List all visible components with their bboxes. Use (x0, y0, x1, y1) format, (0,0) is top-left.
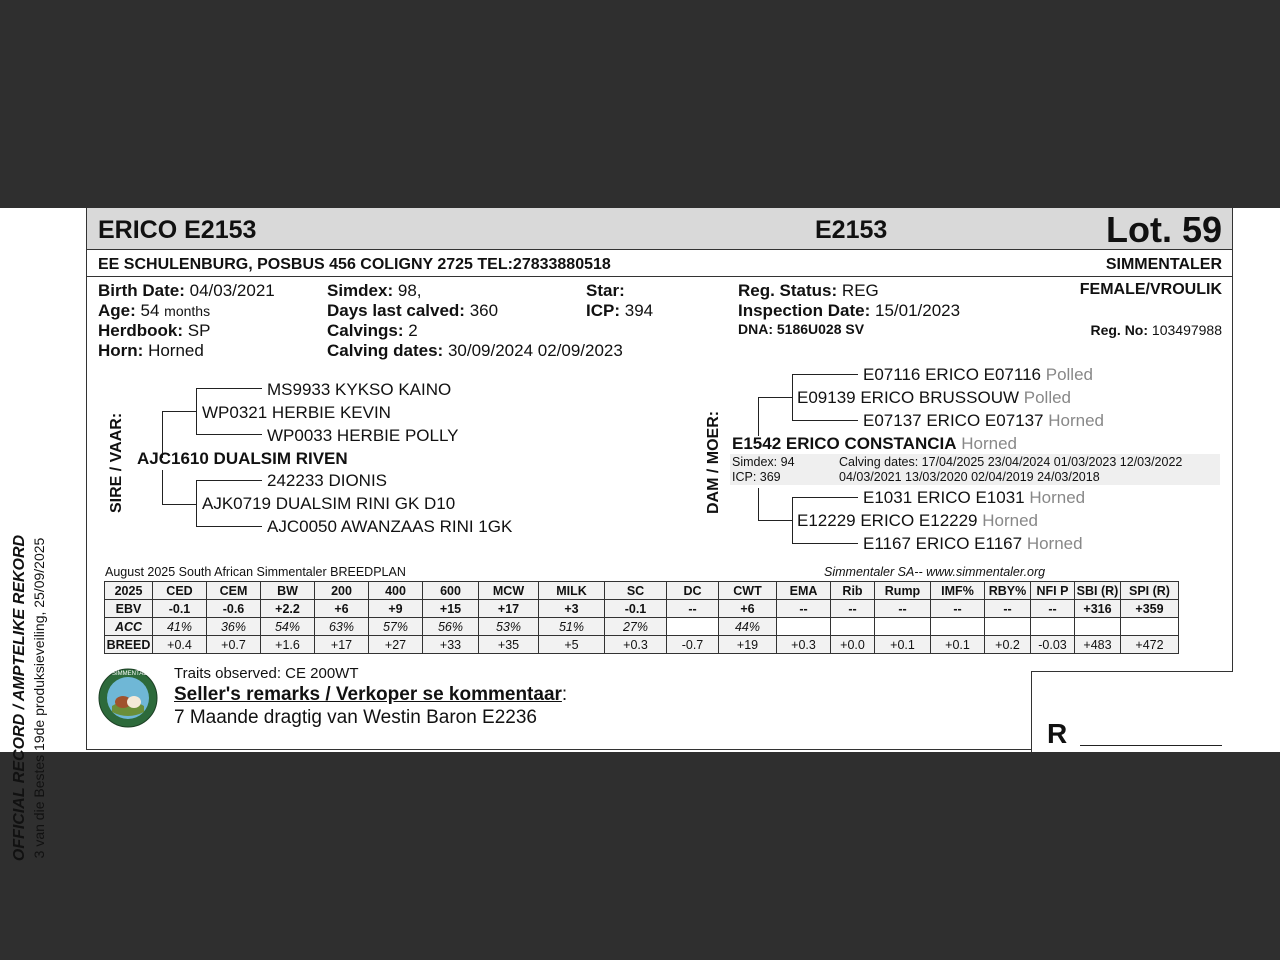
acc-cell: 41% (153, 618, 207, 636)
ebv-header-cell: BW (261, 582, 315, 600)
tree-line (196, 434, 262, 435)
ebv-cell: +6 (315, 600, 369, 618)
ebv-header-cell: NFI P (1031, 582, 1075, 600)
ebv-row (105, 600, 1179, 618)
acc-cell (985, 618, 1031, 636)
ebv-cell: -- (1031, 600, 1075, 618)
breed-cell: +35 (479, 636, 539, 654)
reg-number: Reg. No: 103497988 (1090, 322, 1222, 338)
breed-cell: +0.1 (875, 636, 931, 654)
ebv-cell: -- (875, 600, 931, 618)
days-last-calved: Days last calved: 360 (327, 301, 499, 320)
ebv-header-label: 2025 (105, 582, 153, 600)
owner-divider (86, 276, 1233, 277)
dam-calving-dates-2: 04/03/2021 13/03/2020 02/04/2019 24/03/2018 (839, 470, 1100, 484)
acc-cell: 57% (369, 618, 423, 636)
reg-status: Reg. Status: REG (738, 281, 879, 300)
acc-cell: 44% (719, 618, 777, 636)
sire-dam: AJK0719 DUALSIM RINI GK D10 (202, 494, 456, 513)
sire-sire-sire: MS9933 KYKSO KAINO (267, 380, 452, 399)
acc-cell (1121, 618, 1179, 636)
ebv-header-cell: SPI (R) (1121, 582, 1179, 600)
ebv-header-cell: CEM (207, 582, 261, 600)
dam-dam-dam: E1167 ERICO E1167 Horned (863, 534, 1083, 553)
inspection-date: Inspection Date: 15/01/2023 (738, 301, 961, 320)
acc-cell (875, 618, 931, 636)
sale-name: 3 van die Bestes 19de produksieveiling, 25/09/2025 (31, 537, 47, 859)
dam-sire: E09139 ERICO BRUSSOUW Polled (797, 388, 1072, 407)
simdex: Simdex: 98, (327, 281, 422, 300)
seller-remarks: 7 Maande dragtig van Westin Baron E2236 (174, 707, 537, 728)
ebv-header-cell: DC (667, 582, 719, 600)
owner-address: EE SCHULENBURG, POSBUS 456 COLIGNY 2725 TEL:27833880518 (98, 256, 611, 273)
star-label: Star: (586, 281, 625, 300)
ebv-header-cell: CWT (719, 582, 777, 600)
ebv-header-cell: MCW (479, 582, 539, 600)
ebv-table (104, 581, 1179, 654)
tree-line (792, 497, 858, 498)
breed-cell: +19 (719, 636, 777, 654)
sire-name: AJC1610 DUALSIM RIVEN (137, 449, 348, 468)
dam-dam: E12229 ERICO E12229 Horned (797, 511, 1039, 530)
breed-cell: +27 (369, 636, 423, 654)
breed-cell: +0.2 (985, 636, 1031, 654)
ebv-cell: -- (931, 600, 985, 618)
tree-line (792, 543, 858, 544)
price-line[interactable] (1080, 745, 1222, 746)
ebv-cell: -0.1 (605, 600, 667, 618)
official-record-title: OFFICIAL RECORD / AMPTELIKE REKORD (11, 534, 28, 862)
dam-simdex: Simdex: 94 (732, 455, 795, 469)
acc-row (105, 618, 1179, 636)
ebv-header-cell: 200 (315, 582, 369, 600)
dam-dam-sire: E1031 ERICO E1031 Horned (863, 488, 1086, 507)
lot-card (0, 208, 1280, 862)
sire-sire-dam: WP0033 HERBIE POLLY (267, 426, 459, 445)
sire-sire: WP0321 HERBIE KEVIN (202, 403, 391, 422)
price-label: R (1047, 718, 1068, 749)
breed-cell: +1.6 (261, 636, 315, 654)
dna: DNA: 5186U028 SV (738, 321, 865, 337)
herdbook: Herdbook: SP (98, 321, 211, 340)
ebv-cell: +15 (423, 600, 479, 618)
sire-dam-dam: AJC0050 AWANZAAS RINI 1GK (267, 517, 513, 536)
ebv-header-cell: 400 (369, 582, 423, 600)
acc-label: ACC (105, 618, 153, 636)
dam-calving-dates: Calving dates: 17/04/2025 23/04/2024 01/03/2023 12/03/2022 (839, 455, 1183, 469)
sire-dam-sire: 242233 DIONIS (267, 471, 388, 490)
breed-label: BREED (105, 636, 153, 654)
ebv-header-cell: SC (605, 582, 667, 600)
icp: ICP: 394 (586, 301, 654, 320)
breed-name: SIMMENTALER (1105, 256, 1222, 273)
simmentaler-logo (98, 668, 158, 728)
ebv-cell: +316 (1075, 600, 1121, 618)
animal-name: ERICO E2153 (98, 216, 257, 244)
breed-row (105, 636, 1179, 654)
ebv-header-cell: SBI (R) (1075, 582, 1121, 600)
ebv-header-cell: IMF% (931, 582, 985, 600)
tree-line (196, 526, 262, 527)
acc-cell: 27% (605, 618, 667, 636)
breed-cell: -0.03 (1031, 636, 1075, 654)
breed-cell: +472 (1121, 636, 1179, 654)
traits-observed: Traits observed: CE 200WT (174, 665, 359, 682)
ebv-cell: -- (831, 600, 875, 618)
tree-line (162, 470, 197, 505)
ebv-header-cell: Rib (831, 582, 875, 600)
tree-line (758, 397, 793, 436)
dam-sire-dam: E07137 ERICO E07137 Horned (863, 411, 1105, 430)
dam-name: E1542 ERICO CONSTANCIA Horned (732, 434, 1018, 453)
breed-cell: +0.3 (605, 636, 667, 654)
acc-cell (931, 618, 985, 636)
acc-cell (667, 618, 719, 636)
tree-line (758, 488, 793, 521)
breed-cell: +0.0 (831, 636, 875, 654)
ebv-cell: -- (667, 600, 719, 618)
horn-status: Horn: Horned (98, 341, 204, 360)
ebv-cell: -0.6 (207, 600, 261, 618)
ebv-cell: -- (985, 600, 1031, 618)
acc-cell (777, 618, 831, 636)
breedplan-site: Simmentaler SA-- www.simmentaler.org (824, 565, 1046, 579)
calvings: Calvings: 2 (327, 321, 418, 340)
sire-label: SIRE / VAAR: (108, 412, 125, 513)
lot-number: Lot. 59 (1105, 209, 1222, 250)
breed-cell: +17 (315, 636, 369, 654)
acc-cell: 51% (539, 618, 605, 636)
breed-cell: +0.3 (777, 636, 831, 654)
ebv-cell: -- (777, 600, 831, 618)
ebv-cell: +3 (539, 600, 605, 618)
breed-cell: -0.7 (667, 636, 719, 654)
ebv-header-cell: 600 (423, 582, 479, 600)
acc-cell: 54% (261, 618, 315, 636)
calving-dates: Calving dates: 30/09/2024 02/09/2023 (327, 341, 623, 360)
ebv-cell: +9 (369, 600, 423, 618)
ebv-header-cell: MILK (539, 582, 605, 600)
ebv-header-cell: EMA (777, 582, 831, 600)
ebv-header-cell: CED (153, 582, 207, 600)
breed-cell: +5 (539, 636, 605, 654)
breed-cell: +33 (423, 636, 479, 654)
ebv-cell: +2.2 (261, 600, 315, 618)
tree-line (196, 480, 262, 481)
breed-cell: +0.1 (931, 636, 985, 654)
tree-line (792, 420, 858, 421)
ebv-header-row (105, 582, 1179, 600)
acc-cell (831, 618, 875, 636)
dam-icp: ICP: 369 (732, 470, 781, 484)
tree-line (196, 388, 262, 389)
seller-remarks-title: Seller's remarks / Verkoper se kommentaar: (174, 684, 568, 705)
acc-cell: 63% (315, 618, 369, 636)
ebv-cell: +17 (479, 600, 539, 618)
animal-code: E2153 (815, 216, 888, 244)
ebv-header-cell: Rump (875, 582, 931, 600)
breed-cell: +483 (1075, 636, 1121, 654)
acc-cell: 36% (207, 618, 261, 636)
acc-cell (1075, 618, 1121, 636)
birth-date: Birth Date: 04/03/2021 (98, 281, 275, 300)
acc-cell: 56% (423, 618, 479, 636)
acc-cell (1031, 618, 1075, 636)
ebv-cell: -0.1 (153, 600, 207, 618)
logo-text: SIMMENTALER (112, 671, 155, 677)
sex: FEMALE/VROULIK (1079, 281, 1222, 298)
breedplan-caption: August 2025 South African Simmentaler BREEDPLAN (105, 565, 406, 579)
breed-cell: +0.7 (207, 636, 261, 654)
dam-sire-sire: E07116 ERICO E07116 Polled (863, 365, 1093, 384)
ebv-cell: +6 (719, 600, 777, 618)
age: Age: 54 months (98, 301, 211, 320)
tree-line (792, 374, 858, 375)
acc-cell: 53% (479, 618, 539, 636)
official-record-sidebar (10, 478, 48, 918)
ebv-header-cell: RBY% (985, 582, 1031, 600)
ebv-label: EBV (105, 600, 153, 618)
breed-cell: +0.4 (153, 636, 207, 654)
ebv-cell: +359 (1121, 600, 1179, 618)
dam-label: DAM / MOER: (705, 410, 722, 514)
